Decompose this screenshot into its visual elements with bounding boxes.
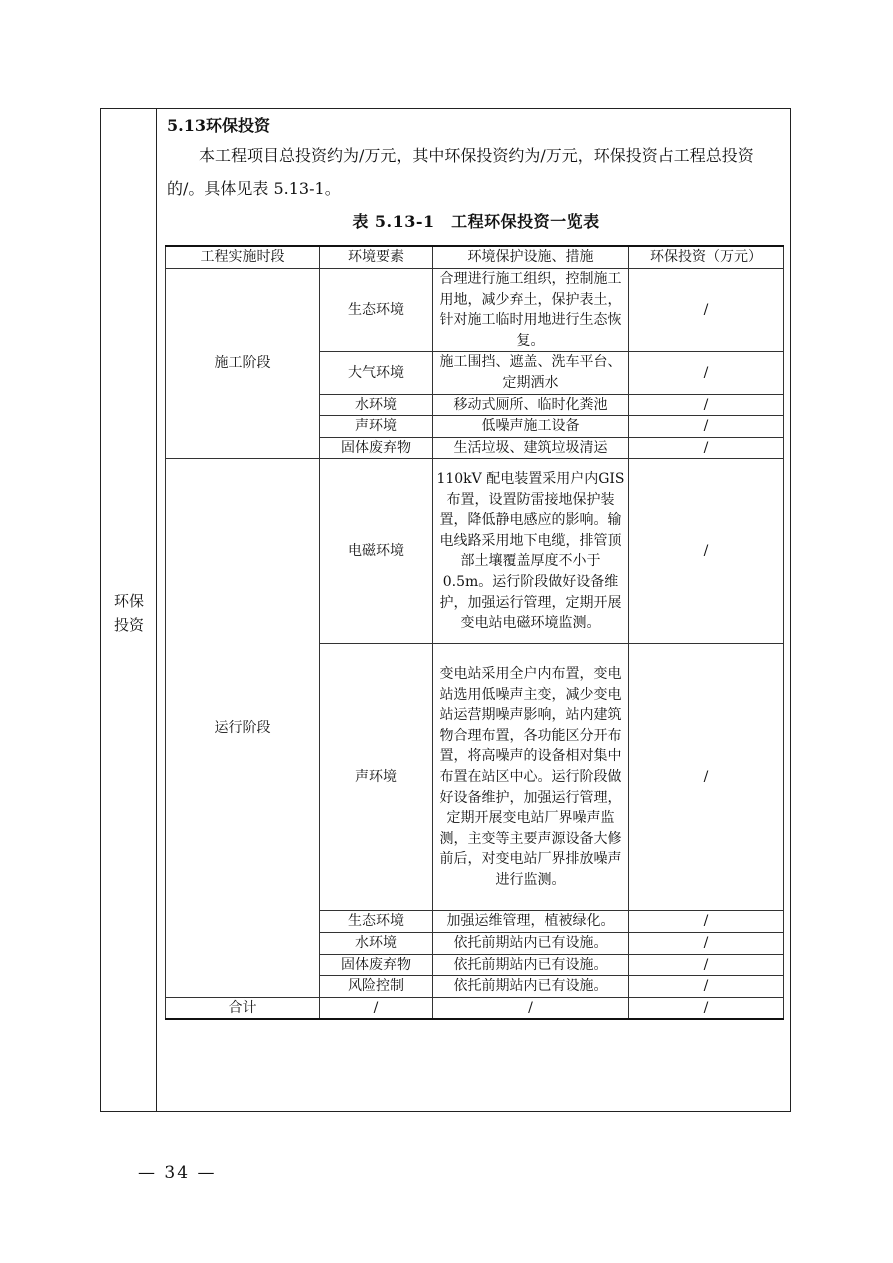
table-caption: 表 5.13-1 工程环保投资一览表 [352, 212, 600, 231]
element-cell: 电磁环境 [320, 459, 433, 644]
investment-cell: / [629, 416, 784, 438]
element-cell: 声环境 [320, 644, 433, 911]
measure-cell: 低噪声施工设备 [433, 416, 629, 438]
total-row [166, 997, 784, 1019]
total-element: / [320, 997, 433, 1019]
section-title: 5.13环保投资 [167, 116, 270, 135]
measure-cell: 变电站采用全户内布置，变电站选用低噪声主变，减少变电站运营期噪声影响，站内建筑物合理布置，各功能区分开布置，将高噪声的设备相对集中布置在站区中心。运行阶段做好设备维护，加强运行管理，定期开展变电站厂界噪声监测，主变等主要声源设备大修前后，对变电站厂界排放噪声进行监测。 [433, 644, 629, 911]
measure-cell: 生活垃圾、建筑垃圾清运 [433, 437, 629, 459]
investment-cell: / [629, 269, 784, 352]
investment-cell: / [629, 394, 784, 416]
element-cell: 生态环境 [320, 911, 433, 933]
element-cell: 大气环境 [320, 352, 433, 394]
header-investment: 环保投资（万元） [629, 246, 784, 269]
investment-paragraph: 本工程项目总投资约为/万元，其中环保投资约为/万元，环保投资占工程总投资的/。具体见表 5.13-1。 [167, 146, 754, 198]
investment-cell: / [629, 459, 784, 644]
investment-cell: / [629, 932, 784, 954]
table-row [166, 459, 784, 644]
side-label-column [101, 109, 157, 1111]
table-row [166, 269, 784, 352]
phase-cell-operation: 运行阶段 [166, 459, 320, 997]
side-label-line-2: 投资 [113, 616, 144, 634]
element-cell: 固体废弃物 [320, 954, 433, 976]
element-cell: 生态环境 [320, 269, 433, 352]
element-cell: 水环境 [320, 394, 433, 416]
side-label [101, 589, 157, 637]
investment-cell: / [629, 644, 784, 911]
measure-cell: 移动式厕所、临时化粪池 [433, 394, 629, 416]
measure-cell: 依托前期站内已有设施。 [433, 954, 629, 976]
form-frame [100, 108, 791, 1112]
total-label: 合计 [166, 997, 320, 1019]
total-measure: / [433, 997, 629, 1019]
element-cell: 风险控制 [320, 976, 433, 998]
measure-cell: 依托前期站内已有设施。 [433, 976, 629, 998]
total-investment: / [629, 997, 784, 1019]
investment-cell: / [629, 976, 784, 998]
measure-cell: 合理进行施工组织，控制施工用地，减少弃土，保护表土，针对施工临时用地进行生态恢复。 [433, 269, 629, 352]
element-cell: 固体废弃物 [320, 437, 433, 459]
page-number: — 34 — [138, 1163, 217, 1183]
side-label-line-1: 环保 [113, 592, 144, 610]
header-element: 环境要素 [320, 246, 433, 269]
measure-cell: 110kV 配电装置采用户内GIS 布置，设置防雷接地保护装置，降低静电感应的影响。输电线路采用地下电缆，排管顶部土壤覆盖厚度不小于 0.5m。运行阶段做好设备维护，加强运行管理，定期开展变电站电磁环境监测。 [433, 459, 629, 644]
investment-cell: / [629, 437, 784, 459]
measure-cell: 依托前期站内已有设施。 [433, 932, 629, 954]
content-area [167, 113, 785, 239]
measure-cell: 施工围挡、遮盖、洗车平台、定期洒水 [433, 352, 629, 394]
element-cell: 声环境 [320, 416, 433, 438]
phase-cell-construction: 施工阶段 [166, 269, 320, 459]
measure-cell: 加强运维管理，植被绿化。 [433, 911, 629, 933]
header-phase: 工程实施时段 [166, 246, 320, 269]
table-header-row [166, 246, 784, 269]
investment-table [165, 245, 784, 1020]
investment-cell: / [629, 352, 784, 394]
investment-cell: / [629, 954, 784, 976]
element-cell: 水环境 [320, 932, 433, 954]
header-measure: 环境保护设施、措施 [433, 246, 629, 269]
investment-cell: / [629, 911, 784, 933]
